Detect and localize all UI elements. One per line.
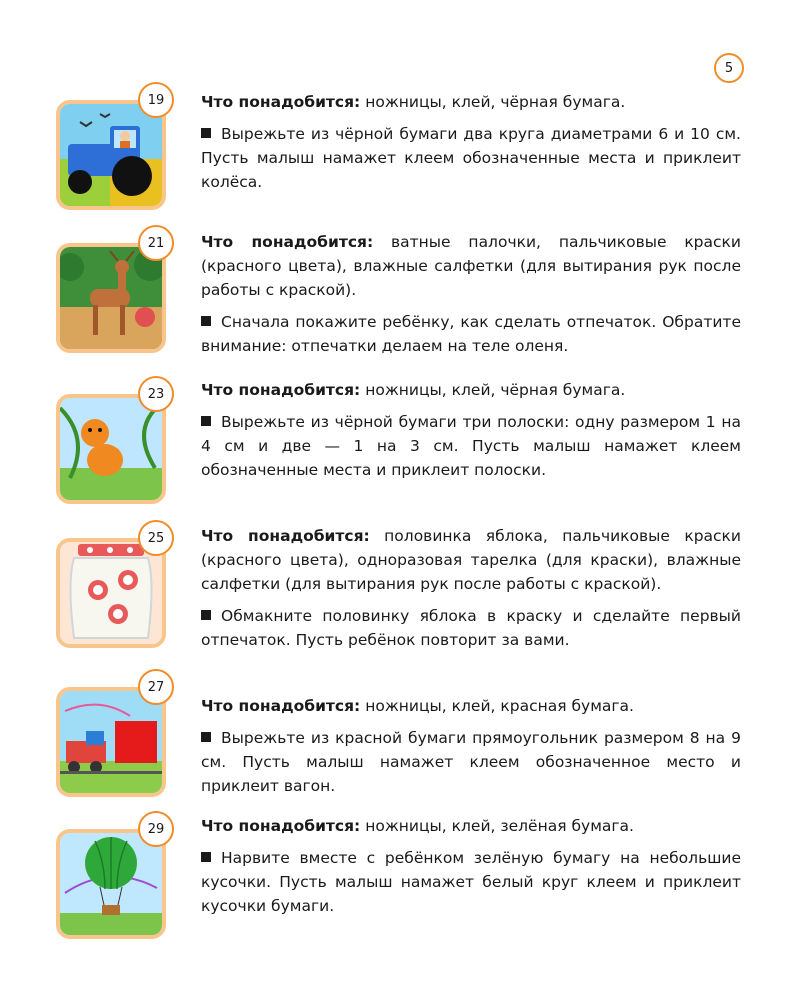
instruction-text: Вырежьте из красной бумаги прямоугольник размером 8 на 9 см. Пусть малыш намажет клеем обозначенное место и приклеит вагон. — [201, 729, 741, 795]
instruction-text: Сначала покажите ребёнку, как сделать отпечаток. Обратите внимание: отпечатки делаем на теле оленя. — [201, 313, 741, 355]
activity-number-badge: 21 — [138, 225, 174, 261]
materials-label: Что понадобится: — [201, 527, 370, 545]
activity-number-badge: 25 — [138, 520, 174, 556]
page-number: 5 — [714, 53, 744, 83]
activity-number-badge: 19 — [138, 82, 174, 118]
materials-label: Что понадобится: — [201, 233, 374, 251]
materials-text: ножницы, клей, зелёная бумага. — [365, 817, 634, 835]
bullet-square-icon — [201, 610, 211, 620]
materials-text: ножницы, клей, красная бумага. — [365, 697, 634, 715]
materials-text: ножницы, клей, чёрная бумага. — [365, 93, 626, 111]
activity-number-badge: 29 — [138, 811, 174, 847]
materials-label: Что понадобится: — [201, 381, 361, 399]
instruction-text: Обмакните половинку яблока в краску и сделайте первый отпечаток. Пусть ребёнок повторит за вами. — [201, 607, 741, 649]
materials-label: Что понадобится: — [201, 817, 361, 835]
bullet-square-icon — [201, 128, 211, 138]
instruction-text: Вырежьте из чёрной бумаги два круга диаметрами 6 и 10 см. Пусть малыш намажет клеем обозначенные места и приклеит колёса. — [201, 125, 741, 191]
bullet-square-icon — [201, 416, 211, 426]
activity-number-badge: 23 — [138, 376, 174, 412]
materials-label: Что понадобится: — [201, 93, 361, 111]
bullet-square-icon — [201, 852, 211, 862]
materials-label: Что понадобится: — [201, 697, 361, 715]
bullet-square-icon — [201, 316, 211, 326]
materials-text: ватные палочки, пальчиковые краски (красного цвета), влажные салфетки (для вытирания рук после работы с краской). — [201, 233, 741, 299]
bullet-square-icon — [201, 732, 211, 742]
instruction-text: Вырежьте из чёрной бумаги три полоски: одну размером 1 на 4 см и две — 1 на 3 см. Пусть малыш намажет клеем обозначенные места и приклеит полоски. — [201, 413, 741, 479]
instruction-text: Нарвите вместе с ребёнком зелёную бумагу на небольшие кусочки. Пусть малыш намажет белый круг клеем и приклеит кусочки бумаги. — [201, 849, 741, 915]
activity-number-badge: 27 — [138, 669, 174, 705]
materials-text: половинка яблока, пальчиковые краски (красного цвета), одноразовая тарелка (для краски), влажные салфетки (для вытирания рук после работы с краской). — [201, 527, 741, 593]
materials-text: ножницы, клей, чёрная бумага. — [365, 381, 626, 399]
